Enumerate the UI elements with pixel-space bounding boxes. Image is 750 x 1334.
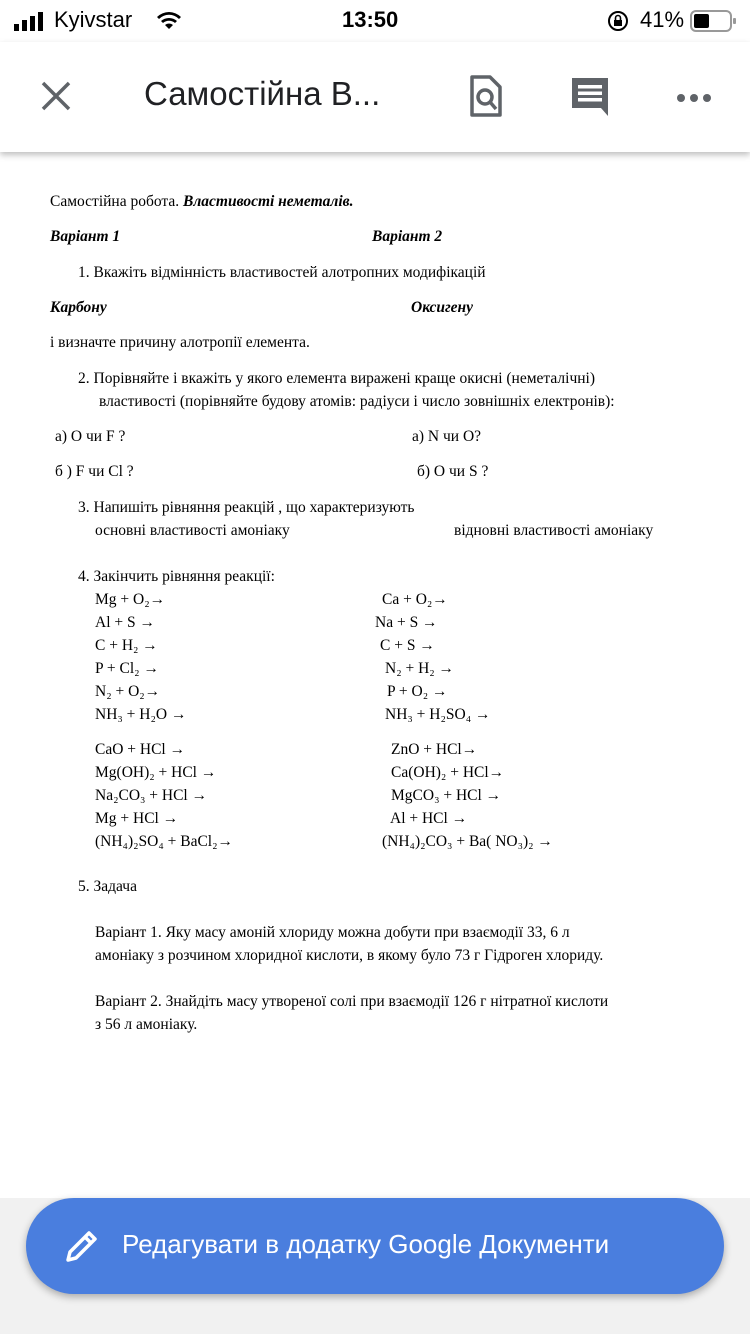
reaction: Al + HCl → [390,810,468,827]
q2b-right: б) О чи S ? [417,463,489,480]
question-3-right: відновні властивості амоніаку [454,522,654,539]
reaction: MgCO₃ + HCl → [391,787,502,804]
question-1b: і визначте причину алотропії елемента. [50,334,310,351]
close-icon[interactable] [40,80,72,112]
q2a-right: а) N чи О? [412,428,482,445]
reaction: C + H₂ → [95,637,158,654]
reaction: Al + S → [95,614,155,631]
question-3-left: основні властивості амоніаку [95,522,290,539]
doc-heading [50,193,353,211]
reaction: NH₃ + H₂O → [95,706,187,723]
reaction: ZnO + HCl→ [391,741,478,758]
reaction: NH₃ + H₂SO₄ → [385,706,491,723]
reaction: Na + S → [375,614,438,631]
status-bar [0,0,750,42]
edit-button-label: Редагувати в додатку Google Документи [122,1229,610,1259]
task-1-line2: амоніаку з розчином хлоридної кислоти, в якому було 73 г Гідроген хлориду. [95,947,604,964]
wifi-icon [156,11,182,31]
reaction: Mg + HCl → [95,810,179,827]
question-2-line1: 2. Порівняйте і вкажіть у якого елемента виражені краще окисні (неметалічні) [78,370,596,387]
q2b-left: б ) F чи Cl ? [55,463,134,480]
battery-icon [690,9,738,33]
reaction: N₂ + H₂ → [385,660,455,677]
question-3-line1: 3. Напишіть рівняння реакцій , що характеризують [78,499,415,516]
reaction: (NH₄)₂CO₃ + Ba( NO₃)₂ → [382,833,553,850]
reaction: P + O₂ → [387,683,448,700]
question-2-line2: властивості (порівняйте будову атомів: радіуси і число зовнішніх електронів): [99,393,615,410]
document-page [0,152,750,1198]
reaction: Mg(OH)₂ + HCl → [95,764,217,781]
reaction: (NH₄)₂SO₄ + BaCl₂→ [95,833,233,850]
find-in-document-icon[interactable] [468,75,504,117]
reaction: Mg + O₂→ [95,591,166,608]
reaction: C + S → [380,637,435,654]
task-2-line2: з 56 л амоніаку. [95,1016,198,1033]
variant1-label: Варіант 1 [50,228,121,245]
question-5: 5. Задача [78,878,137,895]
reaction: CaO + HCl → [95,741,186,758]
rotation-lock-icon [607,10,629,32]
reaction: Ca(OH)₂ + HCl→ [391,764,505,781]
comments-icon[interactable] [570,76,610,116]
battery-percent: 41% [640,7,685,32]
question-4: 4. Закінчить рівняння реакції: [78,568,275,585]
clock: 13:50 [342,7,399,32]
task-2-line1: Варіант 2. Знайдіть масу утвореної солі при взаємодії 126 г нітратної кислоти [95,993,609,1010]
q2a-left: а) О чи F ? [55,428,126,445]
reaction: Ca + O₂→ [382,591,448,608]
carrier-name: Kyivstar [54,7,133,32]
reaction: P + Cl₂ → [95,660,159,677]
doc-heading-bold: Властивості неметалів. [183,193,354,210]
reaction: Na₂CO₃ + HCl → [95,787,208,804]
edit-in-google-docs-button[interactable] [26,1198,724,1294]
reaction: N₂ + O₂→ [95,683,161,700]
task-1-line1: Варіант 1. Яку масу амоній хлориду можна добути при взаємодії 33, 6 л [95,924,570,941]
question-1: 1. Вкажіть відмінність властивостей алотропних модифікацій [78,264,486,281]
pencil-icon [64,1228,100,1264]
app-bar [0,42,750,152]
doc-heading-plain: Самостійна робота. [50,193,180,210]
variant2-label: Варіант 2 [372,228,443,245]
carbon-label: Карбону [50,299,107,316]
oxygen-label: Оксигену [411,299,474,316]
signal-icon [14,10,48,32]
more-options-icon[interactable] [676,90,712,100]
document-title: Самостійна В... [144,75,381,112]
